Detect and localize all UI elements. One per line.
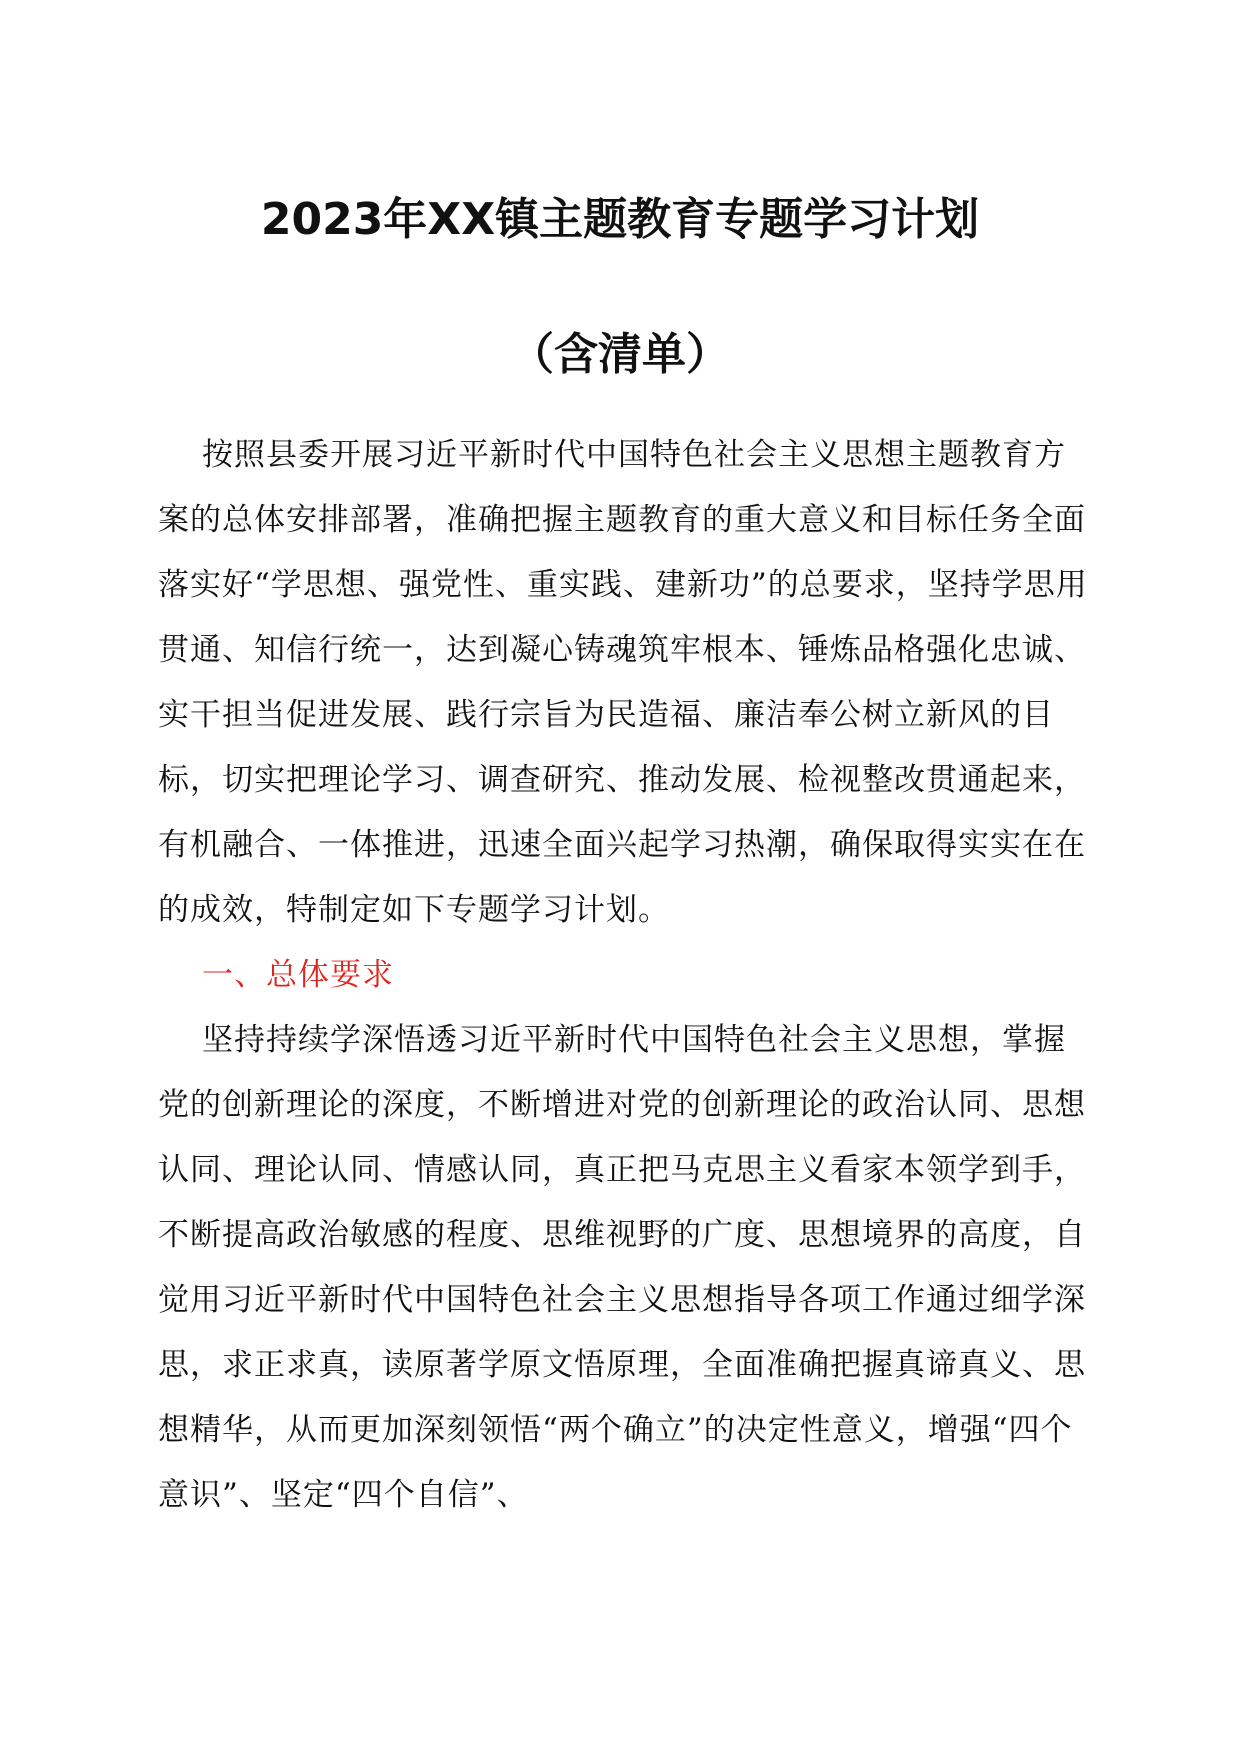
document-body <box>158 423 1088 1528</box>
section-1-paragraph: 坚持持续学深悟透习近平新时代中国特色社会主义思想，掌握党的创新理论的深度，不断增进对党的创新理论的政治认同、思想认同、理论认同、情感认同，真正把马克思主义看家本领学到手，不断提高政治敏感的程度、思维视野的广度、思想境界的高度，自觉用习近平新时代中国特色社会主义思想指导各项工作通过细学深思，求正求真，读原著学原文悟原理，全面准确把握真谛真义、思想精华，从而更加深刻领悟“两个确立”的决定性意义，增强“四个意识”、坚定“四个自信”、 <box>158 1022 1086 1513</box>
intro-paragraph: 按照县委开展习近平新时代中国特色社会主义思想主题教育方案的总体安排部署，准确把握主题教育的重大意义和目标任务全面落实好“学思想、强党性、重实践、建新功”的总要求，坚持学思用贯通、知信行统一，达到凝心铸魂筑牢根本、锤炼品格强化忠诚、实干担当促进发展、践行宗旨为民造福、廉洁奉公树立新风的目标，切实把理论学习、调查研究、推动发展、检视整改贯通起来，有机融合、一体推进，迅速全面兴起学习热潮，确保取得实实在在的成效，特制定如下专题学习计划。 <box>158 437 1088 928</box>
section-1-heading: 一、总体要求 <box>202 957 394 993</box>
document-title: 2023年XX镇主题教育专题学习计划 <box>260 194 980 245</box>
document-subtitle: （含清单） <box>510 329 730 380</box>
